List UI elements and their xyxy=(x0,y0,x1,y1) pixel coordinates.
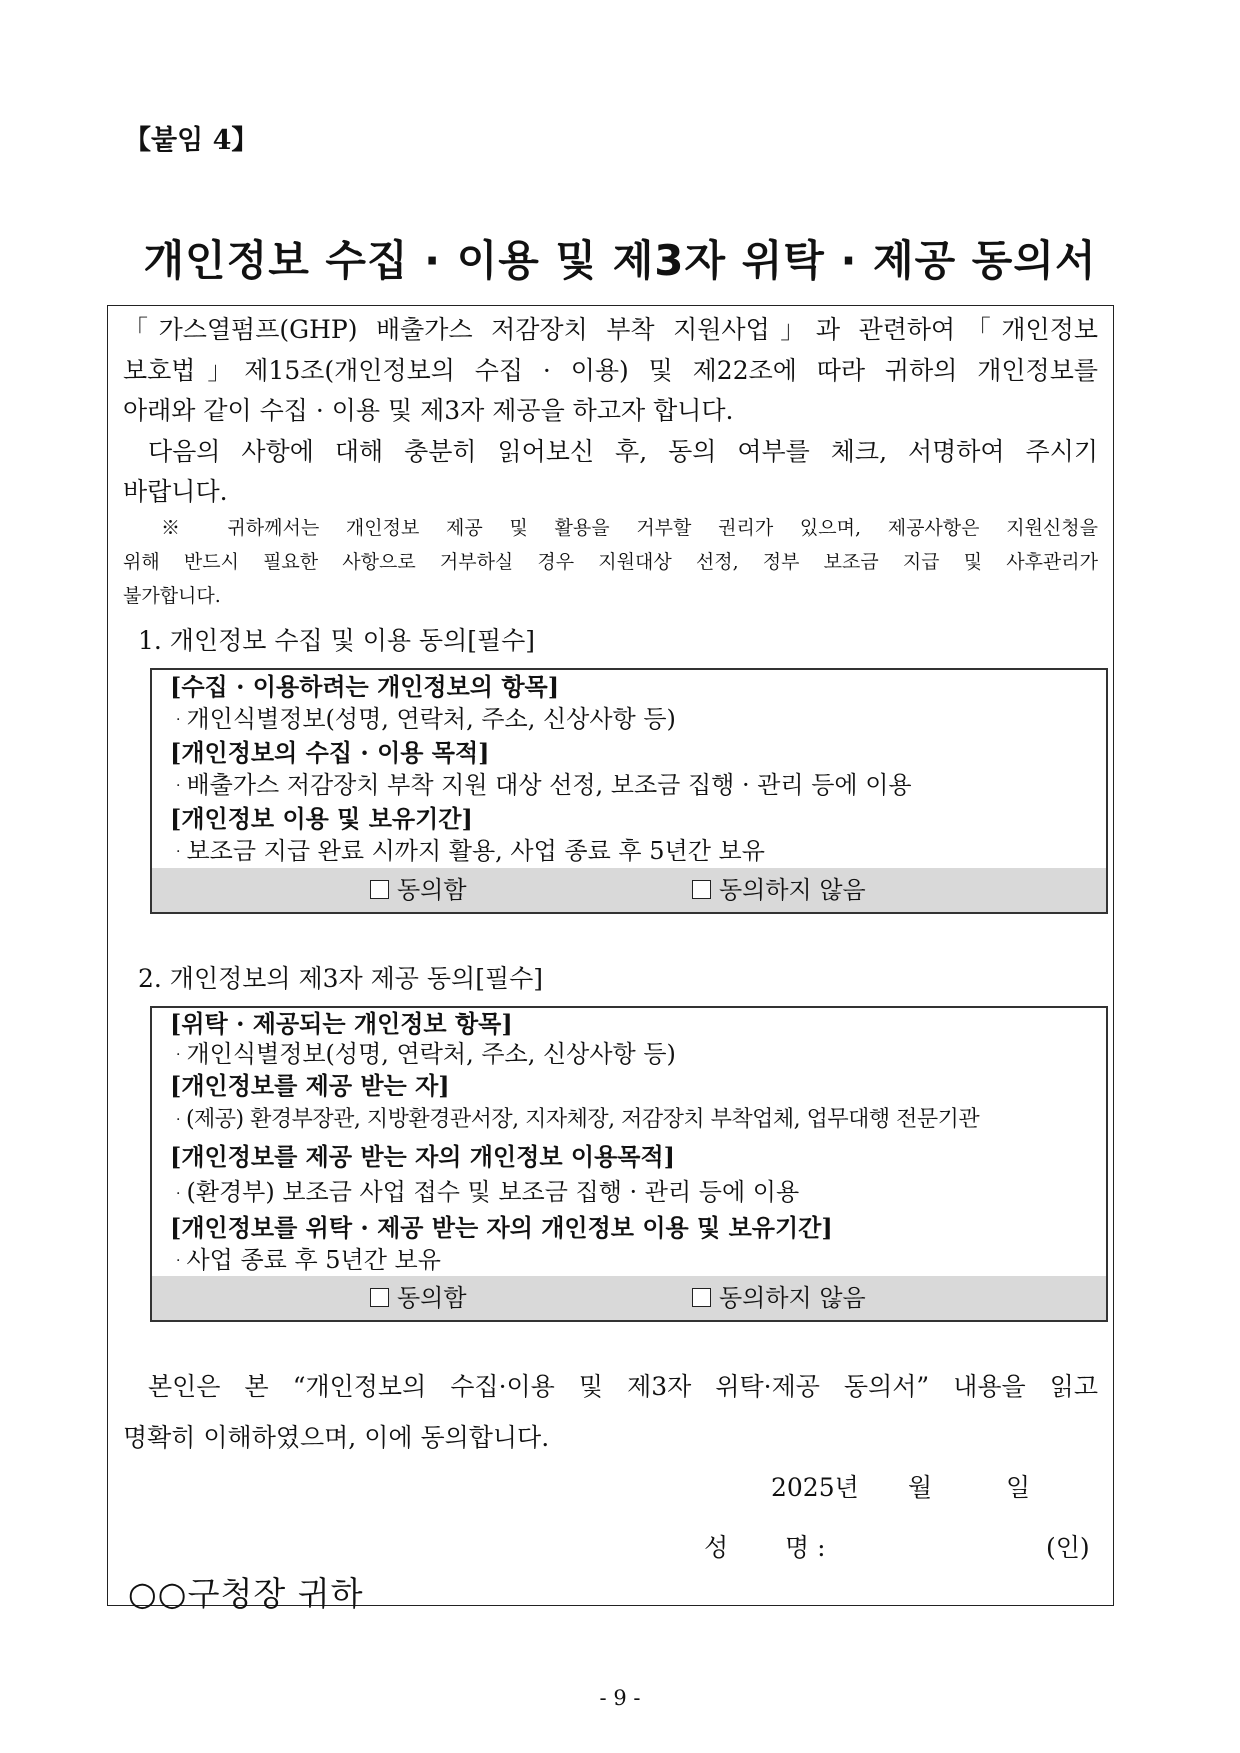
closing-statement xyxy=(123,1361,1098,1463)
notice-line: ※ 귀하께서는 개인정보 제공 및 활용을 거부할 권리가 있으며, 제공사항은 지원신청을 xyxy=(161,517,1098,539)
section2-heading: [위탁 · 제공되는 개인정보 항목] xyxy=(170,1009,513,1038)
section1-item: · 개인식별정보(성명, 연락처, 주소, 신상사항 등) xyxy=(176,705,676,733)
section2-disagree-option[interactable]: 동의하지 않음 xyxy=(692,1276,866,1320)
closing-line: 명확히 이해하였으며, 이에 동의합니다. xyxy=(123,1423,550,1452)
section2-title: 2. 개인정보의 제3자 제공 동의[필수] xyxy=(138,964,544,993)
consent-form-frame xyxy=(107,305,1114,1613)
section2-heading: [개인정보를 제공 받는 자] xyxy=(170,1071,450,1100)
date-year: 2025년 xyxy=(771,1473,859,1502)
section1-heading: [개인정보의 수집 · 이용 목적] xyxy=(170,738,490,767)
section1-item: · 보조금 지급 완료 시까지 활용, 사업 종료 후 5년간 보유 xyxy=(176,837,765,865)
section2-item: · (환경부) 보조금 사업 접수 및 보조금 집행 · 관리 등에 이용 xyxy=(176,1178,800,1206)
section2-heading: [개인정보를 위탁 · 제공 받는 자의 개인정보 이용 및 보유기간] xyxy=(170,1213,833,1242)
section1-agree-option[interactable]: 동의함 xyxy=(370,868,467,912)
section2-consent-row xyxy=(152,1276,1106,1320)
date-month: 월 xyxy=(908,1473,933,1502)
checkbox-icon[interactable] xyxy=(692,880,711,899)
attachment-label: 【붙임 4】 xyxy=(124,125,259,156)
notice-line: 불가합니다. xyxy=(123,585,221,607)
intro-line: 보호법」제15조(개인정보의 수집 · 이용) 및 제22조에 따라 귀하의 개인정보를 xyxy=(123,355,1098,385)
signature-label-a: 성 xyxy=(704,1533,729,1562)
section2-box xyxy=(150,1006,1108,1322)
section1-heading: [수집 · 이용하려는 개인정보의 항목] xyxy=(170,672,560,701)
intro-line: 아래와 같이 수집 · 이용 및 제3자 제공을 하고자 합니다. xyxy=(123,396,734,425)
page-number: - 9 - xyxy=(599,1686,641,1710)
signature-label-b: 명 : xyxy=(785,1533,826,1562)
intro-line: 「가스열펌프(GHP) 배출가스 저감장치 부착 지원사업」과 관련하여「개인정보 xyxy=(123,315,1098,344)
section1-consent-row xyxy=(152,868,1106,912)
intro-line: 다음의 사항에 대해 충분히 읽어보신 후, 동의 여부를 체크, 서명하여 주시기 xyxy=(148,436,1098,466)
date-day: 일 xyxy=(1006,1473,1031,1502)
notice-line: 위해 반드시 필요한 사항으로 거부하실 경우 지원대상 선정, 정부 보조금 지급 및 사후관리가 xyxy=(123,551,1098,573)
section1-disagree-option[interactable]: 동의하지 않음 xyxy=(692,868,866,912)
section2-item: · 개인식별정보(성명, 연락처, 주소, 신상사항 등) xyxy=(176,1040,676,1068)
document-title: 개인정보 수집 · 이용 및 제3자 위탁 · 제공 동의서 xyxy=(143,236,1097,285)
section2-heading: [개인정보를 제공 받는 자의 개인정보 이용목적] xyxy=(170,1142,675,1171)
section2-item: · 사업 종료 후 5년간 보유 xyxy=(176,1246,441,1274)
closing-line: 본인은 본 “개인정보의 수집·이용 및 제3자 위탁·제공 동의서” 내용을 읽고 xyxy=(148,1372,1098,1401)
intro-line: 바랍니다. xyxy=(123,477,228,506)
checkbox-icon[interactable] xyxy=(370,880,389,899)
section2-agree-option[interactable]: 동의함 xyxy=(370,1276,467,1320)
section1-title: 1. 개인정보 수집 및 이용 동의[필수] xyxy=(138,626,536,655)
signature-seal: (인) xyxy=(1046,1533,1090,1562)
checkbox-icon[interactable] xyxy=(370,1288,389,1307)
checkbox-icon[interactable] xyxy=(692,1288,711,1307)
section1-box xyxy=(150,668,1108,914)
intro-text xyxy=(123,310,1098,513)
section2-item: · (제공) 환경부장관, 지방환경관서장, 지자체장, 저감장치 부착업체, 업무대행 전문기관 xyxy=(176,1107,980,1132)
section1-item: · 배출가스 저감장치 부착 지원 대상 선정, 보조금 집행 · 관리 등에 이용 xyxy=(176,771,912,799)
section1-heading: [개인정보 이용 및 보유기간] xyxy=(170,804,473,833)
notice-text xyxy=(123,511,1098,613)
recipient: ○○구청장 귀하 xyxy=(128,1574,364,1613)
